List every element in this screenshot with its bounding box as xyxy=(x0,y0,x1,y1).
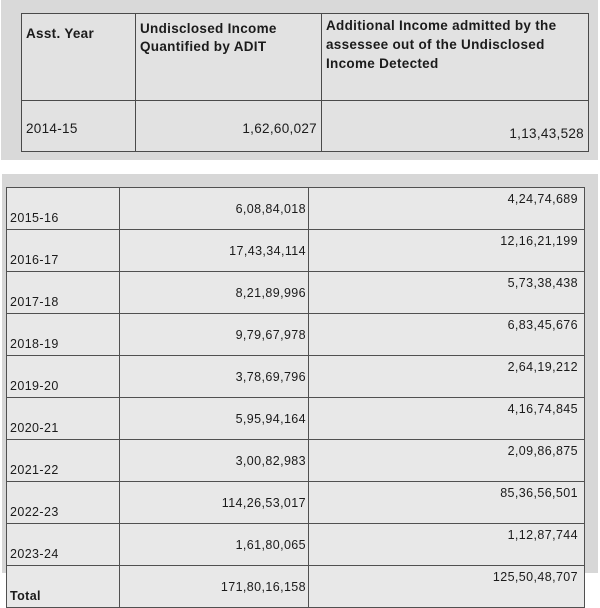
header-table-section xyxy=(1,0,598,160)
table-row xyxy=(7,272,585,314)
quantified-cell: 9,79,67,978 xyxy=(120,314,309,356)
admitted-cell: 1,12,87,744 xyxy=(309,524,585,566)
quantified-cell: 3,78,69,796 xyxy=(120,356,309,398)
header-table xyxy=(21,13,589,152)
quantified-cell: 17,43,34,114 xyxy=(120,230,309,272)
quantified-cell: 1,61,80,065 xyxy=(120,524,309,566)
year-cell: 2019-20 xyxy=(7,356,120,398)
assessment-year-header-cell xyxy=(22,14,136,101)
table-row xyxy=(7,356,585,398)
table-row xyxy=(7,188,585,230)
quantified-cell: 6,08,84,018 xyxy=(120,188,309,230)
year-cell: 2018-19 xyxy=(7,314,120,356)
admitted-cell: 12,16,21,199 xyxy=(309,230,585,272)
quantified-cell: 114,26,53,017 xyxy=(120,482,309,524)
admitted-cell: 6,83,45,676 xyxy=(309,314,585,356)
year-wise-table xyxy=(6,187,585,608)
admitted-income-header-cell xyxy=(322,14,589,101)
table-row xyxy=(7,398,585,440)
admitted-cell: 2,09,86,875 xyxy=(309,440,585,482)
header-row xyxy=(22,14,589,101)
table-row xyxy=(22,101,589,152)
total-row xyxy=(7,566,585,608)
admitted-cell: 85,36,56,501 xyxy=(309,482,585,524)
admitted-cell: 4,24,74,689 xyxy=(309,188,585,230)
quantified-cell: 3,00,82,983 xyxy=(120,440,309,482)
admitted-cell: 2,64,19,212 xyxy=(309,356,585,398)
year-cell: 2016-17 xyxy=(7,230,120,272)
year-wise-rows xyxy=(7,188,585,608)
admitted-value: 1,13,43,528 xyxy=(509,125,584,141)
table-row xyxy=(7,230,585,272)
year-cell: 2022-23 xyxy=(7,482,120,524)
quantified-cell xyxy=(136,101,322,152)
table-row xyxy=(7,482,585,524)
table-row xyxy=(7,314,585,356)
table-row xyxy=(7,524,585,566)
quantified-cell: 171,80,16,158 xyxy=(120,566,309,608)
year-cell: 2021-22 xyxy=(7,440,120,482)
admitted-income-header: Additional Income admitted by the assessee out of the Undisclosed Income Detected xyxy=(326,18,557,71)
quantified-income-header: Undisclosed Income Quantified by ADIT xyxy=(140,21,277,54)
year-cell: 2017-18 xyxy=(7,272,120,314)
admitted-cell: 5,73,38,438 xyxy=(309,272,585,314)
year-cell: 2023-24 xyxy=(7,524,120,566)
admitted-cell xyxy=(322,101,589,152)
total-label: Total xyxy=(7,566,120,608)
quantified-cell: 8,21,89,996 xyxy=(120,272,309,314)
quantified-value: 1,62,60,027 xyxy=(242,120,317,136)
year-value: 2014-15 xyxy=(26,120,78,136)
year-cell xyxy=(22,101,136,152)
year-cell: 2015-16 xyxy=(7,188,120,230)
quantified-income-header-cell xyxy=(136,14,322,101)
assessment-year-header: Asst. Year xyxy=(26,26,95,41)
admitted-cell: 125,50,48,707 xyxy=(309,566,585,608)
year-cell: 2020-21 xyxy=(7,398,120,440)
table-row xyxy=(7,440,585,482)
quantified-cell: 5,95,94,164 xyxy=(120,398,309,440)
admitted-cell: 4,16,74,845 xyxy=(309,398,585,440)
year-wise-table-section xyxy=(2,174,598,603)
